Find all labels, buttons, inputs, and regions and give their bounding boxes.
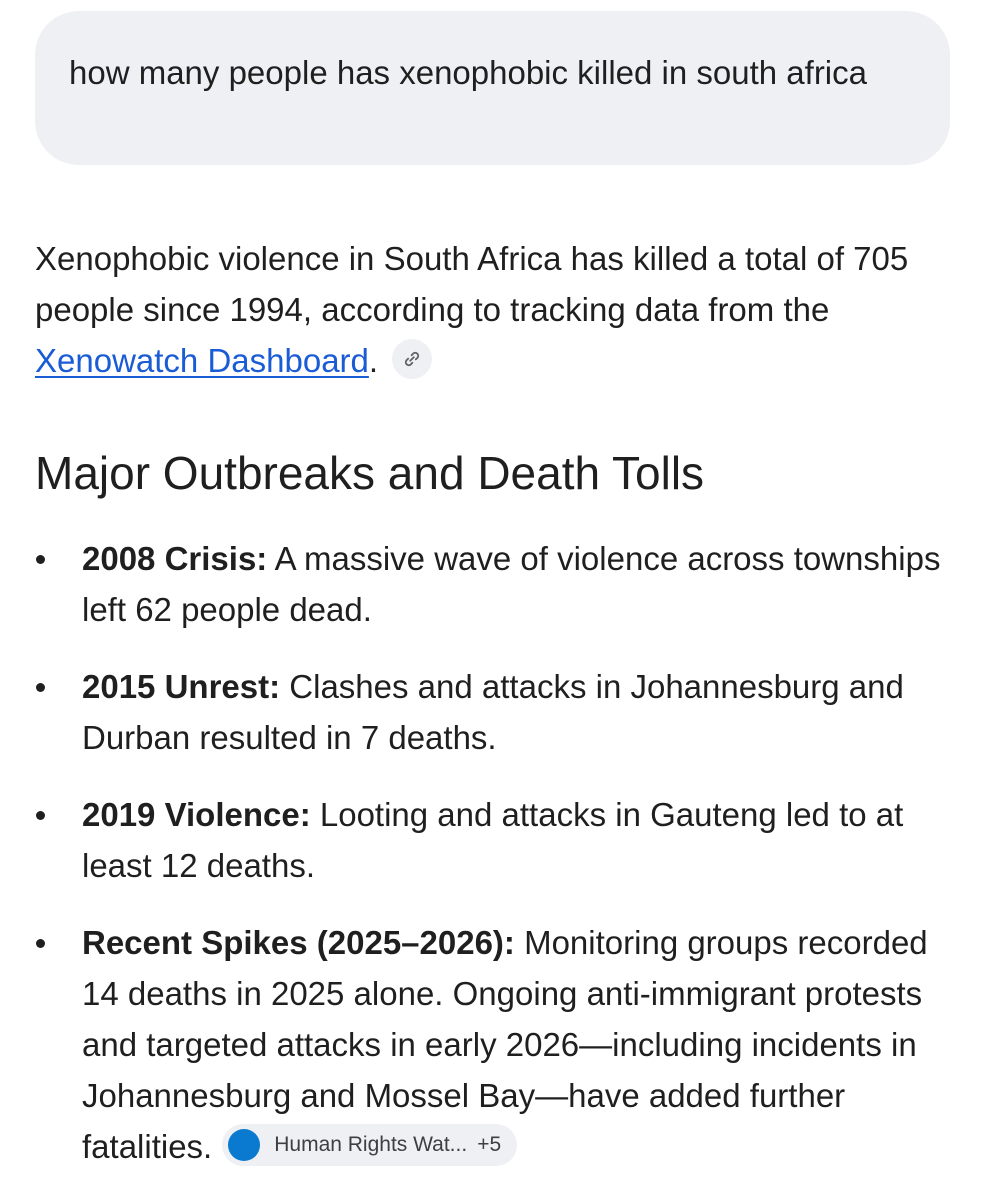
bullet-lead: 2019 Violence: xyxy=(82,796,311,833)
bullet-dot xyxy=(36,939,45,948)
bullet-lead: 2008 Crisis: xyxy=(82,540,268,577)
user-query-text: how many people has xenophobic killed in south africa xyxy=(69,54,867,91)
bullet-dot xyxy=(36,683,45,692)
user-query-bubble xyxy=(35,11,950,165)
answer-intro-text: Xenophobic violence in South Africa has killed a total of 705 people since 1994, according to tracking data from the xyxy=(35,240,909,328)
list-item xyxy=(0,917,984,1172)
xenowatch-dashboard-link[interactable]: Xenowatch Dashboard xyxy=(35,342,369,379)
section-heading: Major Outbreaks and Death Tolls xyxy=(35,447,705,499)
bullet-text: Clashes and attacks in Johannesburg and Durban resulted in 7 deaths. xyxy=(82,668,904,756)
bullet-dot xyxy=(36,811,45,820)
source-chip-button[interactable] xyxy=(222,1124,517,1166)
bullet-lead: 2015 Unrest: xyxy=(82,668,281,705)
answer-intro xyxy=(35,233,945,386)
link-icon xyxy=(402,349,422,369)
answer-intro-end: . xyxy=(368,342,379,379)
source-favicon-icon xyxy=(228,1129,260,1161)
link-chip-button[interactable] xyxy=(392,339,432,379)
bullet-dot xyxy=(36,555,45,564)
list-item xyxy=(0,661,984,763)
list-item xyxy=(0,533,984,635)
source-chip-label: Human Rights Wat... xyxy=(274,1133,468,1157)
bullet-text: Monitoring groups recorded 14 deaths in 2025 alone. Ongoing anti-immigrant protests and targeted attacks in early 2026—including incidents in Johannesburg and Mossel Bay—have added further fatalities. xyxy=(82,924,928,1165)
source-chip-count: +5 xyxy=(477,1133,502,1157)
bullet-lead: Recent Spikes (2025–2026): xyxy=(82,924,515,961)
bullet-text: Looting and attacks in Gauteng led to at least 12 deaths. xyxy=(82,796,904,884)
list-item xyxy=(0,789,984,891)
death-toll-list xyxy=(0,533,984,1198)
bullet-text: A massive wave of violence across townships left 62 people dead. xyxy=(82,540,941,628)
